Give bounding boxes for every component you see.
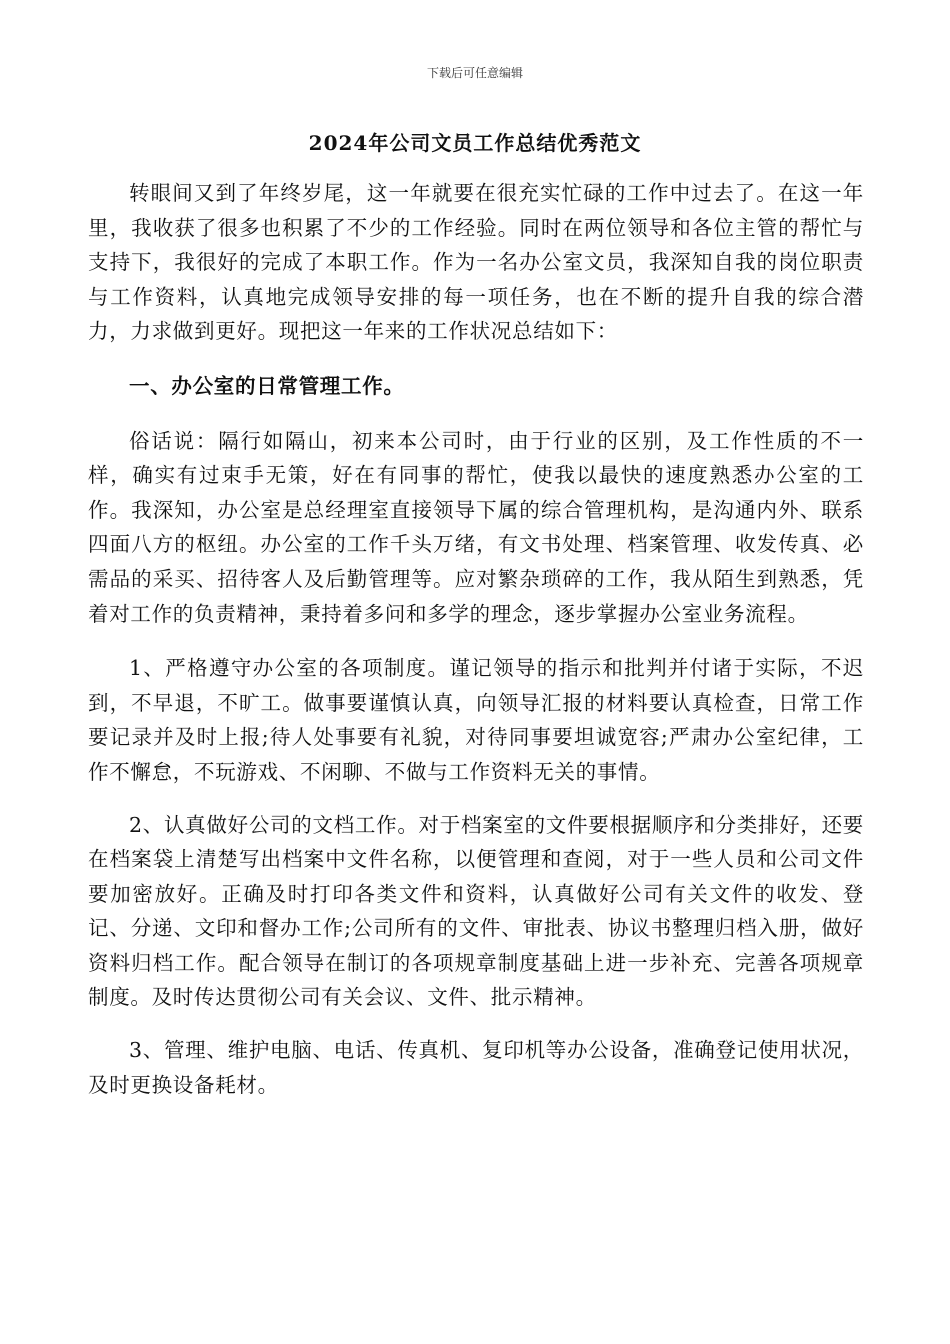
document-body — [88, 176, 864, 1102]
intro-paragraph: 转眼间又到了年终岁尾，这一年就要在很充实忙碌的工作中过去了。在这一年里，我收获了很多也积累了不少的工作经验。同时在两位领导和各位主管的帮忙与支持下，我很好的完成了本职工作。作为一名办公室文员，我深知自我的岗位职责与工作资料，认真地完成领导安排的每一项任务，也在不断的提升自我的综合潜力，力求做到更好。现把这一年来的工作状况总结如下： — [88, 181, 864, 344]
header-note: 下载后可任意编辑 — [426, 66, 523, 80]
list-item-1: 1、严格遵守办公室的各项制度。谨记领导的指示和批判并付诸于实际，不迟到，不早退，不旷工。做事要谨慎认真，向领导汇报的材料要认真检查，日常工作要记录并及时上报;待人处事要有礼貌，对待同事要坦诚宽容;严肃办公室纪律，工作不懈怠，不玩游戏、不闲聊、不做与工作资料无关的事情。 — [88, 656, 864, 784]
list-item-2: 2、认真做好公司的文档工作。对于档案室的文件要根据顺序和分类排好，还要在档案袋上清楚写出档案中文件名称，以便管理和查阅，对于一些人员和公司文件要加密放好。正确及时打印各类文件和资料，认真做好公司有关文件的收发、登记、分递、文印和督办工作;公司所有的文件、审批表、协议书整理归档入册，做好资料归档工作。配合领导在制订的各项规章制度基础上进一步补充、完善各项规章制度。及时传达贯彻公司有关会议、文件、批示精神。 — [88, 812, 864, 1010]
list-item-3: 3、管理、维护电脑、电话、传真机、复印机等办公设备，准确登记使用状况，及时更换设备耗材。 — [88, 1038, 864, 1097]
section-1-paragraph: 俗话说：隔行如隔山，初来本公司时，由于行业的区别，及工作性质的不一样，确实有过束手无策，好在有同事的帮忙，使我以最快的速度熟悉办公室的工作。我深知，办公室是总经理室直接领导下属的综合管理机构，是沟通内外、联系四面八方的枢纽。办公室的工作千头万绪，有文书处理、档案管理、收发传真、必需品的采买、招待客人及后勤管理等。应对繁杂琐碎的工作，我从陌生到熟悉，凭着对工作的负责精神，秉持着多问和多学的理念，逐步掌握办公室业务流程。 — [88, 428, 864, 626]
document-title: 2024年公司文员工作总结优秀范文 — [308, 131, 642, 155]
section-heading-1: 一、办公室的日常管理工作。 — [129, 373, 405, 398]
